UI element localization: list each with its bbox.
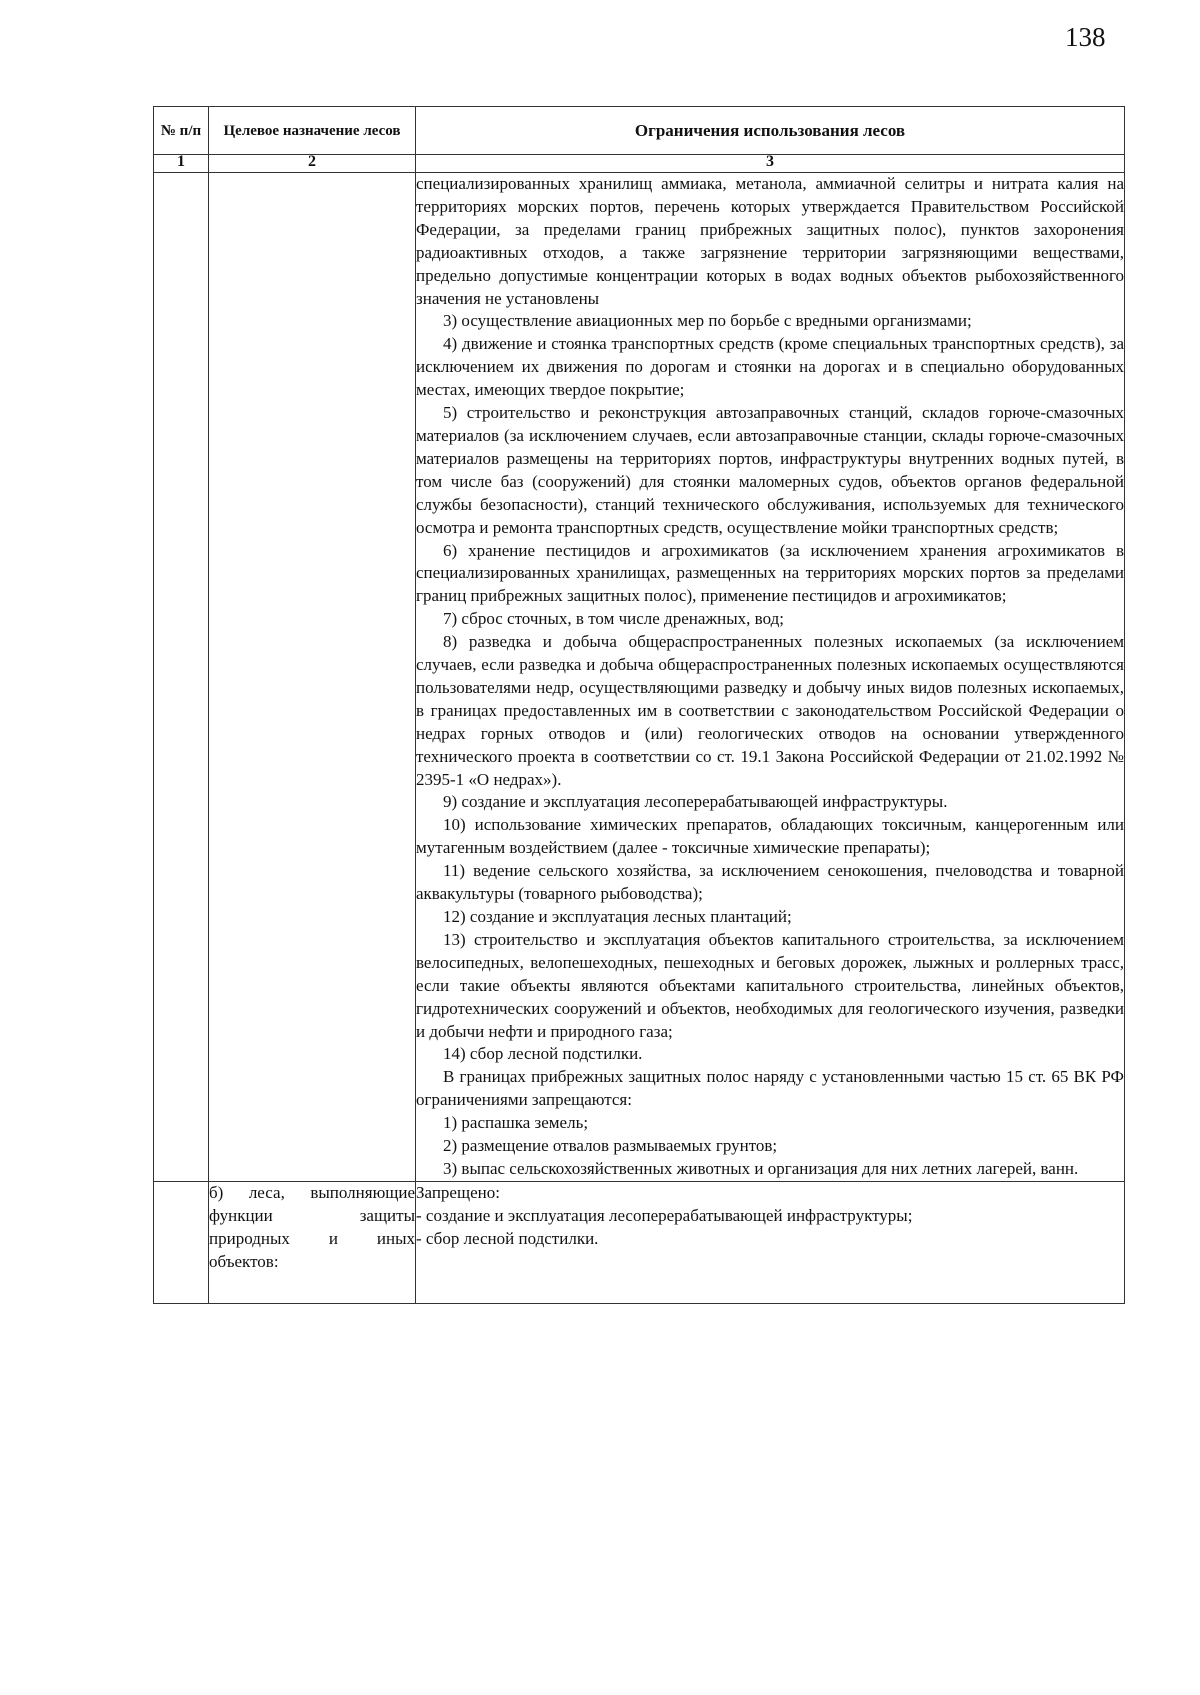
restriction-paragraph: 4) движение и стоянка транспортных средств (кроме специальных транспортных средств), за исключением их движения по дорогам и стоянки на дорогах и в специально оборудованных местах, имеющих твердое покрытие;: [416, 334, 1124, 400]
column-number-3: 3: [416, 155, 1125, 173]
table-header-row: [154, 107, 1125, 155]
restriction-paragraph: 6) хранение пестицидов и агрохимикатов (за исключением хранения агрохимикатов в специализированных хранилищах, размещенных на территориях морских портов за пределами границ прибрежных защитных полос), применение пестицидов и агрохимикатов;: [416, 540, 1124, 606]
page-number: 138: [1065, 22, 1106, 52]
restriction-paragraph: 2) размещение отвалов размываемых грунтов;: [443, 1136, 778, 1156]
restriction-paragraph: 9) создание и эксплуатация лесоперерабатывающей инфраструктуры.: [443, 792, 948, 812]
restriction-paragraph: 14) сбор лесной подстилки.: [443, 1044, 643, 1064]
restriction-line: Запрещено:: [416, 1182, 500, 1202]
restriction-paragraph: 13) строительство и эксплуатация объектов капитального строительства, за исключением велосипедных, велопешеходных, пешеходных и беговых дорожек, лыжных и роллерных трасс, если такие объекты являются объектами капитального строительства, линейных объектов, гидротехнических сооружений и объектов, необходимых для геологического изучения, разведки и добычи нефти и природного газа;: [416, 929, 1124, 1041]
header-number: № п/п: [154, 107, 209, 155]
restriction-paragraph: 5) строительство и реконструкция автозаправочных станций, складов горюче-смазочных материалов (за исключением случаев, если автозаправочные станции, склады горюче-смазочных материалов размещены на территориях портов, инфраструктуры внутренних водных путей, в том числе баз (сооружений) для стоянки маломерных судов, объектов органов федеральной службы безопасности), станций технического обслуживания, используемых для технического осмотра и ремонта транспортных средств, осуществление мойки транспортных средств;: [416, 403, 1124, 537]
row1-restrictions: [416, 173, 1125, 1182]
restriction-paragraph: специализированных хранилищ аммиака, метанола, аммиачной селитры и нитрата калия на территориях морских портов, перечень которых утверждается Правительством Российской Федерации, за пределами границ прибрежных защитных полос), пунктов захоронения радиоактивных отходов, а также загрязнение территории загрязняющими веществами, предельно допустимые концентрации которых в водах водных объектов рыбохозяйственного значения не установлены: [416, 174, 1124, 308]
restriction-paragraph: 10) использование химических препаратов, обладающих токсичным, канцерогенным или мутагенным воздействием (далее - токсичные химические препараты);: [416, 815, 1124, 858]
restriction-paragraph: 12) создание и эксплуатация лесных плантаций;: [443, 907, 792, 926]
row1-number: [154, 173, 209, 1182]
row2-number: [154, 1181, 209, 1303]
row2-restrictions: [416, 1181, 1125, 1303]
column-number-1: 1: [154, 155, 209, 173]
restriction-paragraph: В границах прибрежных защитных полос наряду с установленными частью 15 ст. 65 ВК РФ ограничениями запрещаются:: [416, 1067, 1124, 1110]
restriction-paragraph: 7) сброс сточных, в том числе дренажных, вод;: [443, 609, 784, 629]
header-purpose: Целевое назначение лесов: [209, 107, 416, 155]
header-restrictions: Ограничения использования лесов: [416, 107, 1125, 155]
column-number-row: [154, 155, 1125, 173]
column-number-2: 2: [209, 155, 416, 173]
restriction-paragraph: 3) выпас сельскохозяйственных животных и организация для них летних лагерей, ванн.: [443, 1158, 1079, 1178]
table-row: [154, 173, 1125, 1182]
restriction-paragraph: 3) осуществление авиационных мер по борьбе с вредными организмами;: [443, 311, 972, 331]
restriction-line: - создание и эксплуатация лесоперерабатывающей инфраструктуры;: [416, 1205, 913, 1225]
restrictions-table: [153, 106, 1125, 1304]
row1-purpose: [209, 173, 416, 1182]
restriction-line: - сбор лесной подстилки.: [416, 1228, 599, 1248]
row2-purpose: б) леса, выполняющие функции защиты природных и иных объектов:: [209, 1181, 416, 1303]
restriction-paragraph: 8) разведка и добыча общераспространенных полезных ископаемых (за исключением случаев, если разведка и добыча общераспространенных полезных ископаемых осуществляются пользователями недр, осуществляющими разведку и добычу иных видов полезных ископаемых, в границах предоставленных им в соответствии с законодательством Российской Федерации о недрах горных отводов и (или) геологических отводов на основании утвержденного технического проекта в соответствии со ст. 19.1 Закона Российской Федерации от 21.02.1992 № 2395-1 «О недрах»).: [416, 632, 1124, 789]
restriction-paragraph: 11) ведение сельского хозяйства, за исключением сенокошения, пчеловодства и товарной аквакультуры (товарного рыбоводства);: [416, 861, 1124, 904]
restriction-paragraph: 1) распашка земель;: [443, 1113, 589, 1133]
table-row: [154, 1181, 1125, 1303]
